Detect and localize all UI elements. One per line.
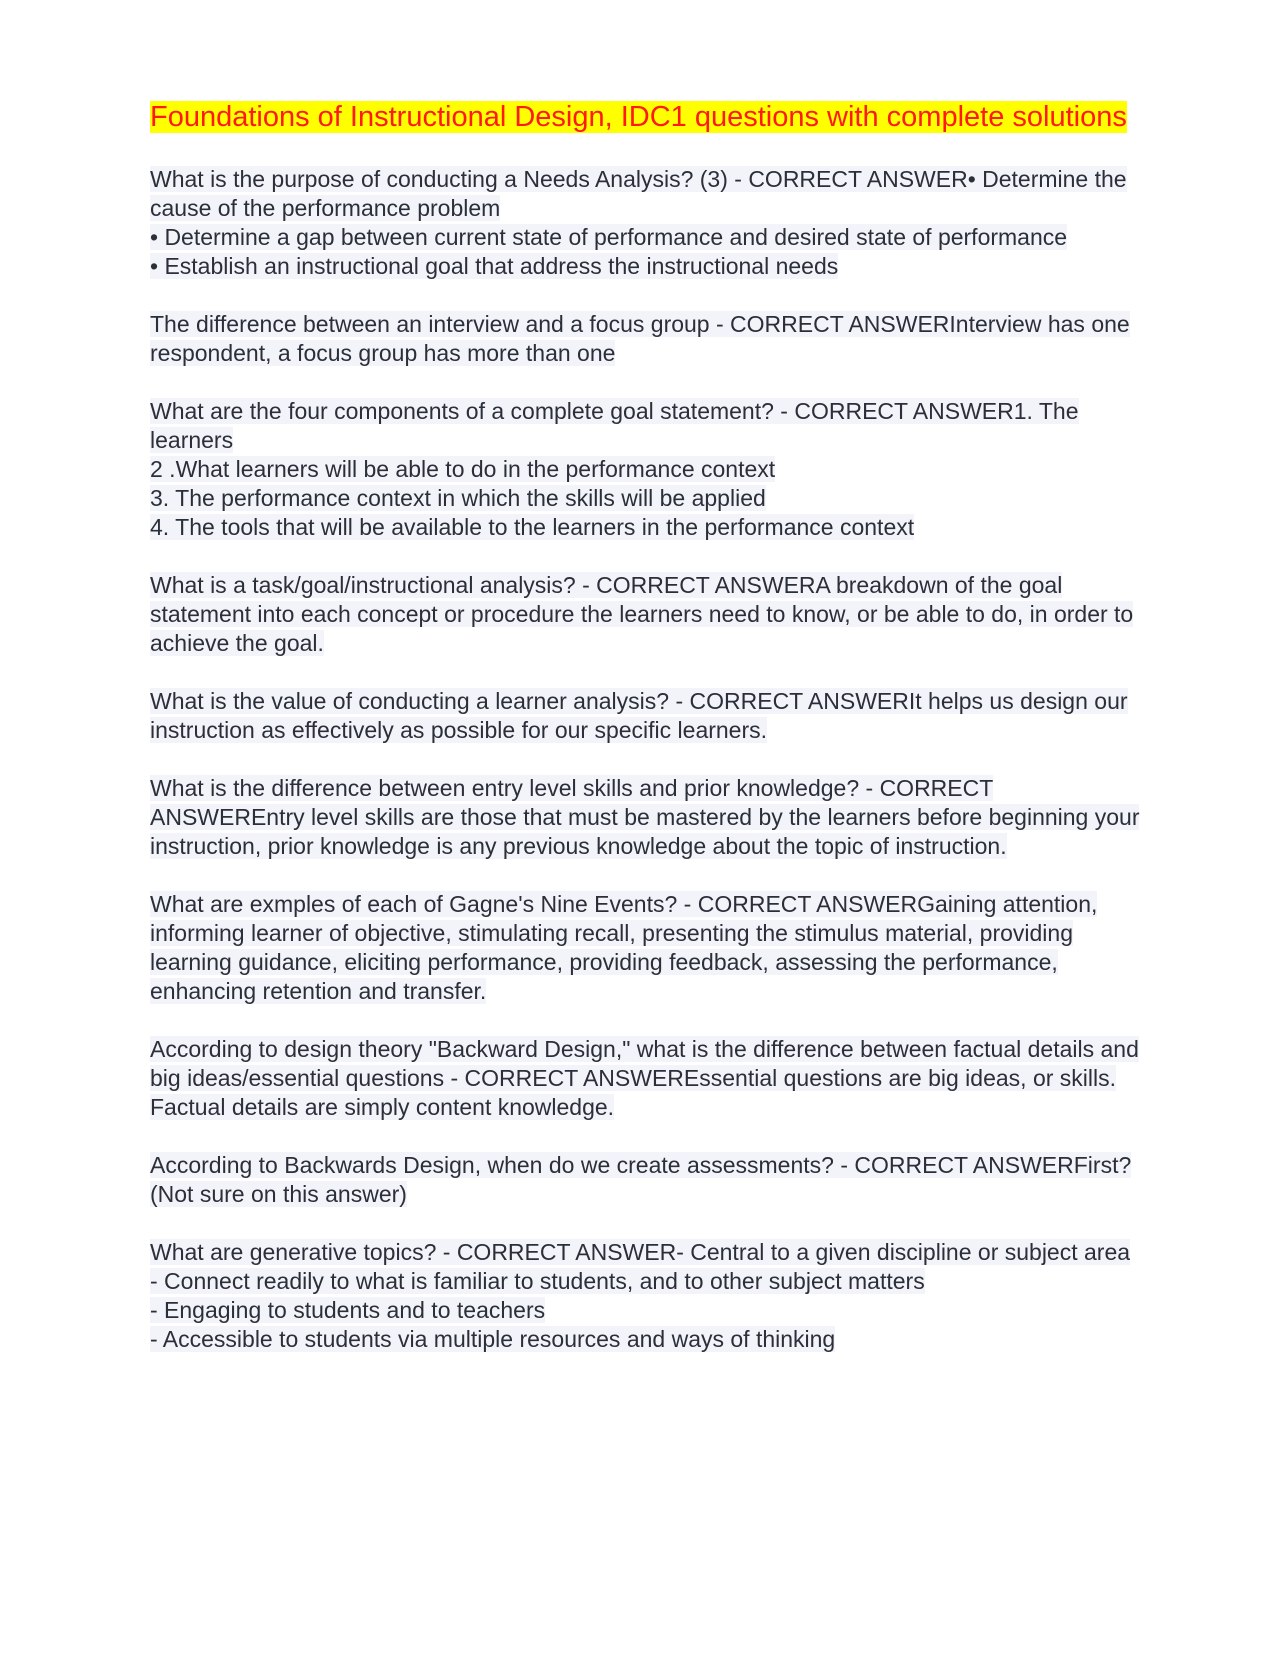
qa-line-text: • Determine a gap between current state of performance and desired state of performance [150, 224, 1068, 250]
qa-line-text: 4. The tools that will be available to the learners in the performance context [150, 514, 915, 540]
qa-line-text: 3. The performance context in which the skills will be applied [150, 485, 766, 511]
qa-line [150, 484, 1140, 513]
qa-item [150, 1151, 1140, 1209]
qa-line [150, 310, 1140, 368]
qa-item [150, 397, 1140, 542]
qa-line-text: What is a task/goal/instructional analysis? - CORRECT ANSWERA breakdown of the goal statement into each concept or procedure the learners need to know, or be able to do, in order to achieve the goal. [150, 572, 1134, 656]
qa-line-text: What are exmples of each of Gagne's Nine Events? - CORRECT ANSWERGaining attention, informing learner of objective, stimulating recall, presenting the stimulus material, providing learning guidance, eliciting performance, providing feedback, assessing the performance, enhancing retention and transfer. [150, 891, 1098, 1004]
qa-line-text: What is the value of conducting a learner analysis? - CORRECT ANSWERIt helps us design our instruction as effectively as possible for our specific learners. [150, 688, 1128, 743]
qa-line-text: What are generative topics? - CORRECT ANSWER- Central to a given discipline or subject area [150, 1239, 1131, 1265]
qa-line-text: What are the four components of a complete goal statement? - CORRECT ANSWER1. The learners [150, 398, 1079, 453]
qa-item [150, 310, 1140, 368]
qa-line-text: - Engaging to students and to teachers [150, 1297, 546, 1323]
qa-line [150, 513, 1140, 542]
qa-item [150, 1035, 1140, 1122]
qa-item [150, 1238, 1140, 1354]
qa-line-text: What is the purpose of conducting a Needs Analysis? (3) - CORRECT ANSWER• Determine the cause of the performance problem [150, 166, 1127, 221]
qa-item [150, 165, 1140, 281]
qa-line [150, 455, 1140, 484]
qa-line [150, 1238, 1140, 1267]
qa-item [150, 571, 1140, 658]
qa-line [150, 1151, 1140, 1209]
document-page [150, 100, 1140, 1383]
qa-line [150, 687, 1140, 745]
qa-line [150, 1325, 1140, 1354]
qa-list [150, 165, 1140, 1354]
qa-line-text: - Connect readily to what is familiar to students, and to other subject matters [150, 1268, 925, 1294]
qa-line-text: According to Backwards Design, when do we create assessments? - CORRECT ANSWERFirst? (Not sure on this answer) [150, 1152, 1132, 1207]
qa-line-text: What is the difference between entry level skills and prior knowledge? - CORRECT ANSWEREntry level skills are those that must be mastered by the learners before beginning your instruction, prior knowledge is any previous knowledge about the topic of instruction. [150, 775, 1140, 859]
qa-line [150, 1267, 1140, 1296]
qa-item [150, 890, 1140, 1006]
qa-line [150, 774, 1140, 861]
qa-line [150, 223, 1140, 252]
qa-line-text: According to design theory "Backward Design," what is the difference between factual details and big ideas/essential questions - CORRECT ANSWEREssential questions are big ideas, or skills. Factual details are simply content knowledge. [150, 1036, 1139, 1120]
qa-line-text: The difference between an interview and a focus group - CORRECT ANSWERInterview has one respondent, a focus group has more than one [150, 311, 1130, 366]
qa-line [150, 1296, 1140, 1325]
qa-line-text: - Accessible to students via multiple resources and ways of thinking [150, 1326, 836, 1352]
qa-line [150, 397, 1140, 455]
qa-line-text: • Establish an instructional goal that address the instructional needs [150, 253, 839, 279]
document-title [150, 100, 1140, 135]
qa-item [150, 687, 1140, 745]
qa-item [150, 774, 1140, 861]
qa-line [150, 252, 1140, 281]
qa-line-text: 2 .What learners will be able to do in the performance context [150, 456, 776, 482]
document-title-text: Foundations of Instructional Design, IDC1 questions with complete solutions [150, 101, 1127, 133]
qa-line [150, 571, 1140, 658]
qa-line [150, 1035, 1140, 1122]
qa-line [150, 165, 1140, 223]
qa-line [150, 890, 1140, 1006]
